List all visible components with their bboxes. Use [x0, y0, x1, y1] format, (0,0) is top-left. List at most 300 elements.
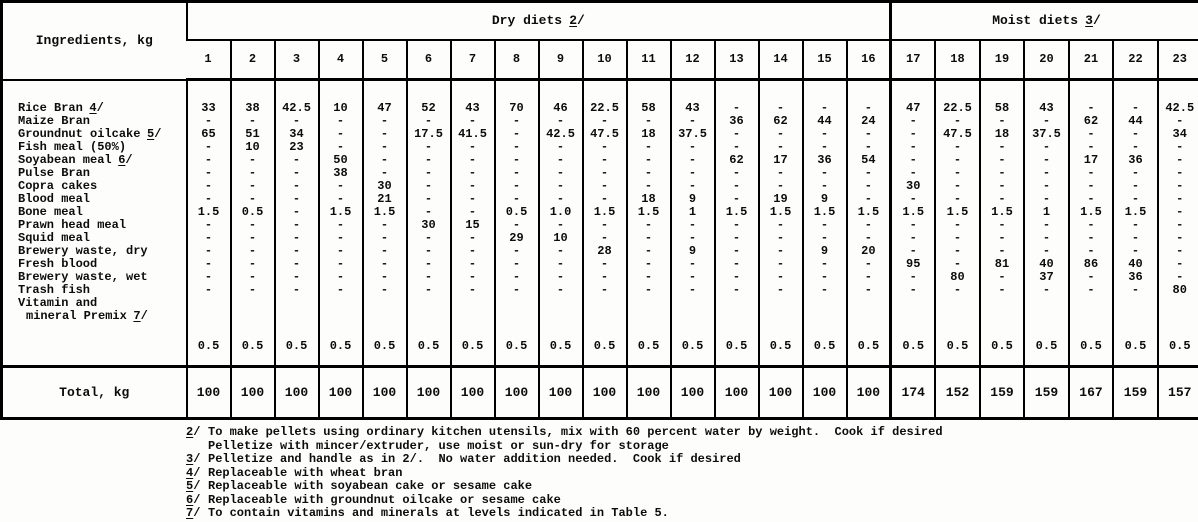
- value-cell: -: [231, 167, 275, 180]
- footnote-ref-number: 6: [118, 153, 126, 167]
- value-cell: 20: [847, 245, 891, 258]
- ingredient-label-text: Bone meal: [18, 205, 83, 219]
- value-cell: -: [495, 128, 539, 141]
- value-cell: -: [671, 154, 715, 167]
- value-cell: -: [495, 271, 539, 284]
- value-cell: 17.5: [407, 128, 451, 141]
- value-cell: -: [935, 115, 980, 128]
- value-cell: 38: [319, 167, 363, 180]
- value-cell: -: [495, 219, 539, 232]
- value-cell: -: [1113, 193, 1158, 206]
- value-cell: -: [759, 271, 803, 284]
- value-cell: -: [363, 245, 407, 258]
- value-cell: -: [275, 206, 319, 219]
- column-number-header: 16: [847, 40, 891, 80]
- footnote-ref-slash: /: [193, 425, 201, 439]
- value-cell: -: [980, 232, 1025, 245]
- total-value-cell: 157: [1158, 367, 1198, 419]
- footnote-ref-number: 4: [186, 465, 194, 480]
- value-cell: 42.5: [539, 128, 583, 141]
- spacer-cell: [1113, 80, 1158, 102]
- ingredient-label-cell: [2, 154, 187, 167]
- ingredient-label-cell: [2, 232, 187, 245]
- total-value-cell: 152: [935, 367, 980, 419]
- footnote-ref: [186, 507, 208, 521]
- value-cell: 10: [539, 232, 583, 245]
- footnote-ref-number: 3: [1085, 13, 1093, 29]
- value-cell: -: [275, 232, 319, 245]
- value-cell: -: [1158, 232, 1198, 245]
- value-cell: 80: [1158, 284, 1198, 297]
- value-cell: -: [671, 180, 715, 193]
- value-cell: 1.5: [627, 206, 671, 219]
- value-cell: 95: [891, 258, 936, 271]
- value-cell: -: [539, 219, 583, 232]
- value-cell: 1.5: [1113, 206, 1158, 219]
- value-cell: 1.5: [363, 206, 407, 219]
- value-cell: -: [1069, 141, 1114, 154]
- value-cell: -: [671, 167, 715, 180]
- value-cell: 42.5: [1158, 102, 1198, 115]
- value-cell: -: [583, 258, 627, 271]
- value-cell: -: [319, 232, 363, 245]
- value-cell: -: [715, 102, 759, 115]
- value-cell: -: [583, 167, 627, 180]
- ingredient-label-cell: [2, 284, 187, 297]
- ingredient-label-text: Groundnut oilcake: [18, 127, 141, 141]
- value-cell: -: [1024, 232, 1069, 245]
- ingredient-label-cell: [2, 167, 187, 180]
- value-cell: 36: [1113, 271, 1158, 284]
- value-cell: -: [1024, 154, 1069, 167]
- value-cell: 41.5: [451, 128, 495, 141]
- value-cell: -: [231, 258, 275, 271]
- value-cell: -: [495, 180, 539, 193]
- value-cell: 50: [319, 154, 363, 167]
- total-value-cell: 100: [759, 367, 803, 419]
- value-cell: -: [1158, 219, 1198, 232]
- value-cell: 0.5: [495, 297, 539, 355]
- value-cell: -: [539, 258, 583, 271]
- total-value-cell: 100: [231, 367, 275, 419]
- ingredient-row: [2, 128, 1198, 141]
- value-cell: -: [803, 258, 847, 271]
- value-cell: -: [583, 284, 627, 297]
- ingredient-label-cell: [2, 219, 187, 232]
- value-cell: -: [1113, 141, 1158, 154]
- value-cell: -: [935, 219, 980, 232]
- spacer-cell: [319, 355, 363, 367]
- total-value-cell: 100: [187, 367, 231, 419]
- value-cell: -: [187, 115, 231, 128]
- value-cell: -: [583, 232, 627, 245]
- value-cell: -: [1069, 284, 1114, 297]
- value-cell: -: [891, 271, 936, 284]
- value-cell: 30: [407, 219, 451, 232]
- footnote-ref: [186, 467, 208, 481]
- value-cell: -: [980, 141, 1025, 154]
- value-cell: -: [275, 115, 319, 128]
- value-cell: -: [539, 271, 583, 284]
- corner-header-ingredients: [2, 2, 187, 80]
- value-cell: -: [451, 232, 495, 245]
- total-value-cell: 159: [1024, 367, 1069, 419]
- table-header: [2, 2, 1198, 80]
- value-cell: -: [407, 154, 451, 167]
- value-cell: 47.5: [935, 128, 980, 141]
- value-cell: -: [671, 141, 715, 154]
- spacer-cell: [275, 355, 319, 367]
- value-cell: -: [715, 232, 759, 245]
- footnote-ref-slash: /: [193, 479, 201, 493]
- spacer-cell: [319, 80, 363, 102]
- footnote-text: Replaceable with groundnut oilcake or sesame cake: [208, 492, 561, 507]
- ingredient-label-cell: [2, 258, 187, 271]
- value-cell: -: [847, 284, 891, 297]
- header-group-row: [2, 2, 1198, 40]
- value-cell: -: [891, 232, 936, 245]
- spacer-cell: [1113, 355, 1158, 367]
- value-cell: -: [759, 167, 803, 180]
- value-cell: 44: [803, 115, 847, 128]
- value-cell: -: [759, 219, 803, 232]
- value-cell: -: [495, 245, 539, 258]
- column-number-header: 2: [231, 40, 275, 80]
- value-cell: -: [980, 180, 1025, 193]
- value-cell: 37.5: [1024, 128, 1069, 141]
- group-header-moist-diets: [891, 2, 1198, 40]
- value-cell: 34: [275, 128, 319, 141]
- spacer-cell: [847, 355, 891, 367]
- value-cell: 28: [583, 245, 627, 258]
- value-cell: 40: [1024, 258, 1069, 271]
- value-cell: 0.5: [980, 297, 1025, 355]
- value-cell: -: [715, 271, 759, 284]
- footnote-line: [186, 507, 1198, 521]
- ingredient-label-cell: [2, 128, 187, 141]
- ingredient-label-text: Squid meal: [18, 231, 91, 245]
- value-cell: -: [1069, 219, 1114, 232]
- value-cell: 52: [407, 102, 451, 115]
- value-cell: -: [187, 141, 231, 154]
- ingredient-row: [2, 141, 1198, 154]
- value-cell: -: [847, 271, 891, 284]
- total-value-cell: 100: [407, 367, 451, 419]
- value-cell: -: [319, 180, 363, 193]
- value-cell: 1.5: [319, 206, 363, 219]
- value-cell: 42.5: [275, 102, 319, 115]
- ingredient-label-text: Brewery waste, dry: [18, 244, 148, 258]
- value-cell: -: [1069, 180, 1114, 193]
- spacer-cell: [935, 355, 980, 367]
- value-cell: -: [980, 284, 1025, 297]
- value-cell: 22.5: [583, 102, 627, 115]
- value-cell: -: [539, 167, 583, 180]
- value-cell: 18: [627, 193, 671, 206]
- value-cell: -: [759, 102, 803, 115]
- value-cell: -: [451, 167, 495, 180]
- value-cell: -: [847, 128, 891, 141]
- value-cell: 58: [980, 102, 1025, 115]
- group-header-label: Moist diets: [992, 13, 1079, 29]
- value-cell: -: [407, 206, 451, 219]
- value-cell: -: [231, 115, 275, 128]
- value-cell: 18: [627, 128, 671, 141]
- column-number-header: 14: [759, 40, 803, 80]
- footnote-ref-number: 2: [186, 425, 194, 439]
- value-cell: -: [187, 232, 231, 245]
- value-cell: -: [627, 180, 671, 193]
- value-cell: -: [451, 284, 495, 297]
- value-cell: 1.5: [891, 206, 936, 219]
- value-cell: -: [231, 180, 275, 193]
- value-cell: -: [319, 271, 363, 284]
- column-number-header: 5: [363, 40, 407, 80]
- value-cell: -: [759, 245, 803, 258]
- value-cell: 47: [891, 102, 936, 115]
- value-cell: -: [187, 193, 231, 206]
- value-cell: 47: [363, 102, 407, 115]
- ingredient-label-text: Trash fish: [18, 283, 91, 297]
- value-cell: 1.5: [847, 206, 891, 219]
- total-value-cell: 100: [627, 367, 671, 419]
- value-cell: 62: [715, 154, 759, 167]
- footnote-line: [186, 494, 1198, 508]
- ingredient-row: [2, 258, 1198, 271]
- ingredient-label: [18, 115, 186, 128]
- spacer-cell: [231, 80, 275, 102]
- value-cell: -: [407, 141, 451, 154]
- column-number-header: 11: [627, 40, 671, 80]
- value-cell: 0.5: [1113, 297, 1158, 355]
- total-value-cell: 100: [451, 367, 495, 419]
- value-cell: -: [935, 167, 980, 180]
- value-cell: -: [715, 193, 759, 206]
- value-cell: -: [1069, 193, 1114, 206]
- value-cell: -: [451, 271, 495, 284]
- value-cell: -: [1113, 245, 1158, 258]
- spacer-cell: [583, 80, 627, 102]
- value-cell: -: [1069, 167, 1114, 180]
- ingredient-row: [2, 232, 1198, 245]
- value-cell: -: [935, 258, 980, 271]
- footnote-ref-number: 7: [186, 506, 194, 520]
- ingredient-label-text: Fish meal (50%): [18, 140, 127, 154]
- value-cell: 1.0: [539, 206, 583, 219]
- value-cell: -: [583, 271, 627, 284]
- ingredient-row: [2, 297, 1198, 355]
- ingredient-label-cell: [2, 115, 187, 128]
- value-cell: -: [187, 154, 231, 167]
- value-cell: 9: [803, 193, 847, 206]
- value-cell: -: [715, 167, 759, 180]
- value-cell: -: [583, 219, 627, 232]
- value-cell: -: [759, 258, 803, 271]
- ingredient-label-text: Prawn head meal: [18, 218, 127, 232]
- value-cell: 9: [671, 245, 715, 258]
- value-cell: -: [847, 167, 891, 180]
- value-cell: -: [187, 284, 231, 297]
- value-cell: -: [539, 180, 583, 193]
- value-cell: 0.5: [495, 206, 539, 219]
- ingredient-label: [18, 245, 186, 258]
- value-cell: -: [627, 232, 671, 245]
- value-cell: -: [1158, 206, 1198, 219]
- value-cell: -: [451, 206, 495, 219]
- ingredient-label-text: Pulse Bran: [18, 166, 91, 180]
- total-value-cell: 100: [495, 367, 539, 419]
- value-cell: -: [451, 141, 495, 154]
- value-cell: -: [935, 141, 980, 154]
- value-cell: 0.5: [231, 206, 275, 219]
- value-cell: 1.5: [583, 206, 627, 219]
- ingredient-row: [2, 271, 1198, 284]
- value-cell: -: [319, 245, 363, 258]
- group-header-label: Dry diets: [491, 13, 563, 29]
- footnote-ref: [186, 480, 208, 494]
- column-number-header: 12: [671, 40, 715, 80]
- value-cell: -: [935, 154, 980, 167]
- value-cell: 0.5: [759, 297, 803, 355]
- total-row: [2, 367, 1198, 419]
- value-cell: -: [231, 245, 275, 258]
- value-cell: -: [1158, 115, 1198, 128]
- footnotes: [186, 426, 1198, 521]
- ingredient-label-text: Blood meal: [18, 192, 91, 206]
- footnote-ref-number: 2: [569, 13, 578, 29]
- ingredient-label-line2: [18, 310, 186, 323]
- table-body: [2, 80, 1198, 419]
- value-cell: -: [1158, 141, 1198, 154]
- value-cell: -: [1069, 102, 1114, 115]
- value-cell: -: [407, 232, 451, 245]
- footnote-ref: [186, 426, 208, 440]
- value-cell: -: [980, 115, 1025, 128]
- column-number-header: 20: [1024, 40, 1069, 80]
- value-cell: 43: [671, 102, 715, 115]
- footnote-text: Replaceable with soyabean cake or sesame cake: [208, 479, 533, 493]
- value-cell: -: [891, 219, 936, 232]
- ingredient-label-text: Copra cakes: [18, 179, 98, 193]
- total-label: Total, kg: [59, 385, 130, 400]
- spacer-cell: [891, 80, 936, 102]
- value-cell: -: [803, 102, 847, 115]
- value-cell: -: [187, 271, 231, 284]
- value-cell: -: [935, 180, 980, 193]
- spacer-cell: [715, 80, 759, 102]
- footnote-ref: [186, 453, 208, 467]
- ingredient-label-cell: [2, 297, 187, 355]
- column-number-header: 21: [1069, 40, 1114, 80]
- value-cell: -: [847, 180, 891, 193]
- ingredient-label-text: Vitamin and: [18, 296, 98, 310]
- spacer-cell: [847, 80, 891, 102]
- value-cell: -: [363, 167, 407, 180]
- value-cell: -: [627, 167, 671, 180]
- value-cell: -: [407, 271, 451, 284]
- value-cell: -: [187, 180, 231, 193]
- footnote-ref-slash: /: [193, 452, 201, 466]
- spacer-cell: [1158, 80, 1198, 102]
- value-cell: 36: [715, 115, 759, 128]
- value-cell: -: [1113, 232, 1158, 245]
- value-cell: -: [495, 167, 539, 180]
- spacer-cell: [2, 80, 187, 102]
- value-cell: -: [980, 167, 1025, 180]
- footnote-ref-number: 5: [147, 127, 155, 141]
- value-cell: 43: [451, 102, 495, 115]
- value-cell: -: [627, 141, 671, 154]
- value-cell: 1.5: [715, 206, 759, 219]
- value-cell: -: [187, 167, 231, 180]
- footnote-text: To make pellets using ordinary kitchen utensils, mix with 60 percent water by weight. Cook if desired: [208, 425, 943, 439]
- ingredient-row: [2, 180, 1198, 193]
- ingredient-label-text: Maize Bran: [18, 114, 91, 128]
- value-cell: 40: [1113, 258, 1158, 271]
- value-cell: -: [980, 219, 1025, 232]
- value-cell: 62: [1069, 115, 1114, 128]
- value-cell: -: [583, 141, 627, 154]
- value-cell: -: [803, 219, 847, 232]
- value-cell: 38: [231, 102, 275, 115]
- value-cell: -: [495, 193, 539, 206]
- value-cell: -: [407, 167, 451, 180]
- total-value-cell: 174: [891, 367, 936, 419]
- value-cell: 9: [671, 193, 715, 206]
- value-cell: 1.5: [1069, 206, 1114, 219]
- value-cell: 0.5: [583, 297, 627, 355]
- column-number-header: 6: [407, 40, 451, 80]
- value-cell: -: [319, 219, 363, 232]
- value-cell: -: [803, 167, 847, 180]
- value-cell: 24: [847, 115, 891, 128]
- spacer-cell: [1158, 355, 1198, 367]
- value-cell: -: [539, 154, 583, 167]
- value-cell: -: [1113, 128, 1158, 141]
- value-cell: -: [187, 258, 231, 271]
- value-cell: -: [407, 258, 451, 271]
- ingredient-label: [18, 141, 186, 154]
- corner-header-label: Ingredients, kg: [35, 33, 153, 49]
- ingredient-label: [18, 154, 186, 167]
- spacer-cell: [627, 80, 671, 102]
- ingredient-label: [18, 284, 186, 297]
- value-cell: 0.5: [319, 297, 363, 355]
- value-cell: 0.5: [275, 297, 319, 355]
- ingredient-label-text: mineral Premix: [26, 308, 127, 323]
- spacer-cell: [363, 355, 407, 367]
- value-cell: -: [451, 193, 495, 206]
- value-cell: -: [671, 232, 715, 245]
- value-cell: -: [891, 115, 936, 128]
- value-cell: -: [803, 271, 847, 284]
- value-cell: -: [231, 271, 275, 284]
- ingredient-label-text: Fresh blood: [18, 257, 98, 271]
- value-cell: -: [539, 245, 583, 258]
- value-cell: 17: [759, 154, 803, 167]
- spacer-cell: [627, 355, 671, 367]
- footnote-line: [186, 467, 1198, 481]
- value-cell: -: [847, 141, 891, 154]
- value-cell: -: [891, 193, 936, 206]
- total-value-cell: 100: [847, 367, 891, 419]
- total-value-cell: 100: [319, 367, 363, 419]
- value-cell: 0.5: [363, 297, 407, 355]
- spacer-cell: [1024, 80, 1069, 102]
- value-cell: -: [319, 115, 363, 128]
- footnote-ref: [186, 440, 208, 454]
- value-cell: -: [451, 154, 495, 167]
